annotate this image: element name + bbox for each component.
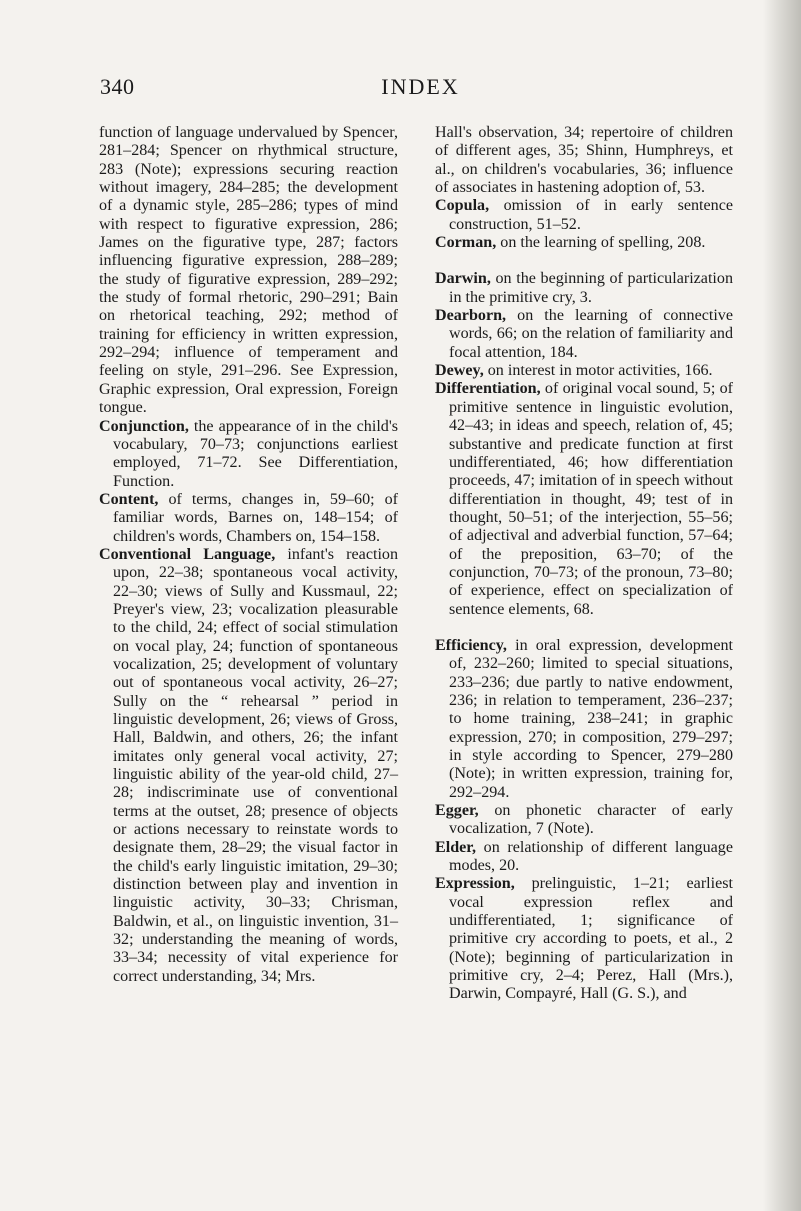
entry-body: on relationship of different language modes, 20. (449, 838, 733, 875)
entry-body: on the beginning of particularization in the primitive cry, 3. (449, 270, 733, 306)
entry-content (99, 491, 398, 546)
entry-body: prelinguistic, 1–21; earliest vocal expression reflex and undifferentiated, 1; significance of primitive cry according to poets, et al., 2 (Note); beginning of particularization in primitive cry, 2–4; Perez, Hall (Mrs.), Darwin, Compayré, Hall (G. S.), and (449, 875, 733, 1003)
entry-function-continued: function of language undervalued by Spencer, 281–284; Spencer on rhythmical structure, 283 (Note); expressions securing reaction without imagery, 284–285; the development of a dynamic style, 285–286; types of mind with respect to figurative expression, 286; James on the figurative type, 287; factors influencing figurative expression, 288–289; the study of figurative expression, 289–292; the study of formal rhetoric, 290–291; Bain on rhetorical teaching, 292; method of training for efficiency in written expression, 292–294; influence of temperament and feeling on style, 291–296. See Expression, Graphic expression, Oral expression, Foreign tongue. (99, 124, 398, 417)
entry-body: on the learning of spelling, 208. (496, 234, 706, 252)
entry-head: Conjunction, (99, 417, 189, 435)
entry-body: on phonetic character of early vocalization, 7 (Note). (449, 802, 733, 838)
entry-head: Conventional Language, (99, 545, 276, 563)
entry-body: infant's reaction upon, 22–38; spontaneous vocal activity, 22–30; views of Sully and Kussmaul, 22; Preyer's view, 23; vocalization pleasurable to the child, 24; effect of social stimulation on vocal play, 24; function of spontaneous vocalization, 25; development of voluntary out of spontaneous vocal activity, 26–27; Sully on the “ rehearsal ” period in linguistic development, 26; views of Gross, Hall, Baldwin, and others, 26; the infant imitates only general vocal activity, 27; linguistic ability of the year-old child, 27–28; indiscriminate use of conventional terms at the outset, 28; presence of objects or actions necessary to reinstate words to designate them, 28–29; the visual factor in the child's early linguistic imitation, 29–30; distinction between play and invention in linguistic activity, 30–33; Chrisman, Baldwin, et al., on linguistic invention, 31–32; understanding the meaning of words, 33–34; necessity of vital experience for correct understanding, 34; Mrs. (113, 545, 399, 985)
entry-body: of terms, changes in, 59–60; of familiar words, Barnes on, 148–154; of children's words, Chambers on, 154–158. (113, 490, 398, 545)
entry-head: Differentiation, (435, 380, 541, 398)
running-head: INDEX (381, 74, 460, 99)
entry-body: of original vocal sound, 5; of primitive sentence in linguistic evolution, 42–43; in ideas and speech, relation of, 45; substantive and predicate function at first undifferentiated, 46; how differentiation proceeds, 47; imitation of in speech without differentiation in thought, 49; test of in thought, 50–51; of the interjection, 55–56; of adjectival and adverbial function, 57–64; of the preposition, 63–70; of the conjunction, 70–73; of the pronoun, 73–80; of experience, effect on specialization of sentence elements, 68. (449, 380, 733, 618)
page-number: 340 (100, 74, 135, 99)
index-column-left (99, 124, 398, 986)
entry-body: on the learning of connective words, 66; on the relation of familiarity and focal attention, 184. (449, 307, 733, 361)
entry-head: Efficiency, (435, 636, 507, 654)
entry-head: Darwin, (435, 270, 491, 288)
entry-egger (435, 802, 733, 839)
entry-head: Copula, (435, 197, 490, 215)
entry-expression (435, 875, 733, 1003)
entry-copula (435, 197, 733, 234)
page-edge-shadow (763, 0, 801, 1211)
entry-darwin (435, 270, 733, 307)
entry-dewey (435, 362, 733, 380)
entry-differentiation (435, 380, 733, 618)
entry-head: Content, (99, 490, 159, 508)
letter-group-gap (435, 252, 733, 270)
entry-conjunction (99, 418, 398, 491)
index-column-right (435, 124, 733, 1004)
entry-conventional-language (99, 546, 398, 986)
entry-dearborn (435, 307, 733, 362)
entry-head: Egger, (435, 802, 479, 820)
entry-head: Corman, (435, 234, 497, 252)
entry-corman (435, 234, 733, 252)
entry-body: omission of in early sentence construction, 51–52. (449, 197, 733, 233)
entry-head: Dearborn, (435, 307, 507, 325)
letter-group-gap (435, 619, 733, 637)
entry-body: on interest in motor activities, 166. (483, 362, 713, 380)
entry-conventional-continued: Hall's observation, 34; repertoire of children of different ages, 35; Shinn, Humphreys, et al., on children's vocabularies, 36; influence of associates in hastening adoption of, 53. (435, 124, 733, 197)
entry-head: Elder, (435, 838, 476, 856)
entry-head: Dewey, (435, 362, 484, 380)
entry-body: in oral expression, development of, 232–260; limited to special situations, 233–236; due partly to native endowment, 236; in relation to temperament, 236–237; to home training, 238–241; in graphic expression, 270; in composition, 279–297; in style according to Spencer, 279–280 (Note); in written expression, training for, 292–294. (449, 636, 733, 801)
entry-body: the appearance of in the child's vocabulary, 70–73; conjunctions earliest employed, 71–72. See Differentiation, Function. (113, 417, 398, 490)
entry-head: Expression, (435, 875, 515, 893)
entry-elder (435, 839, 733, 876)
entry-efficiency (435, 637, 733, 802)
